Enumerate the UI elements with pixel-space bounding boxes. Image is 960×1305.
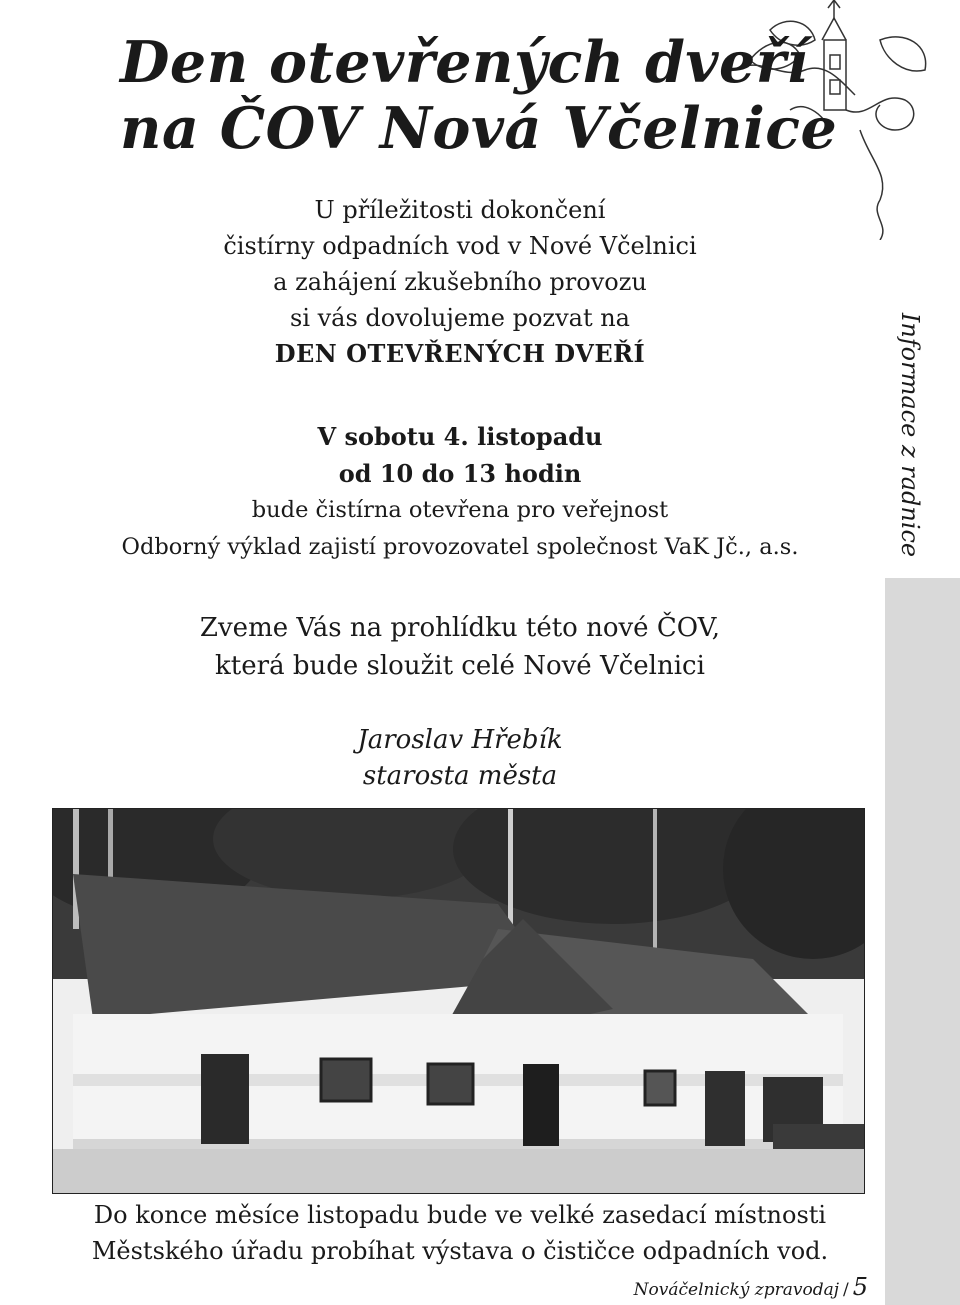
footer-separator: /	[842, 1280, 849, 1300]
event-details	[40, 418, 880, 566]
note-line-1: Do konce měsíce listopadu bude ve velké zasedací místnosti	[93, 1201, 827, 1229]
invitation-line-1: U příležitosti dokončení	[314, 196, 606, 224]
signature-block	[40, 722, 880, 794]
sidebar-gray-band	[885, 578, 960, 1305]
event-guide-text: Odborný výklad zajistí provozovatel společnost VaK Jč., a.s.	[121, 534, 799, 560]
welcome-paragraph	[40, 609, 880, 685]
magazine-name: Nováčelnický zpravodaj	[633, 1280, 839, 1300]
invitation-line-3: a zahájení zkušebního provozu	[273, 268, 647, 296]
welcome-line-2: která bude sloužit celé Nové Včelnici	[215, 651, 705, 681]
event-time: od 10 do 13 hodin	[338, 459, 582, 488]
invitation-event-name: DEN OTEVŘENÝCH DVEŘÍ	[274, 339, 646, 368]
note-line-2: Městského úřadu probíhat výstava o čističce odpadních vod.	[91, 1237, 829, 1265]
title-line-2: na ČOV Nová Včelnice	[120, 95, 838, 162]
welcome-line-1: Zveme Vás na prohlídku této nové ČOV,	[199, 613, 721, 643]
signature-name: Jaroslav Hřebík	[357, 725, 563, 755]
invitation-line-4: si vás dovolujeme pozvat na	[290, 304, 630, 332]
title-line-1: Den otevřených dveří	[120, 29, 809, 96]
event-date: V sobotu 4. listopadu	[317, 422, 603, 451]
event-open-text: bude čistírna otevřena pro veřejnost	[251, 497, 669, 523]
page-number: 5	[852, 1273, 868, 1301]
signature-role: starosta města	[362, 761, 558, 791]
invitation-line-2: čistírny odpadních vod v Nové Včelnici	[223, 232, 697, 260]
invitation-paragraph	[40, 192, 880, 372]
exhibition-note	[40, 1197, 880, 1269]
page-footer	[634, 1273, 868, 1301]
page-title	[120, 29, 838, 162]
building-photo	[52, 808, 865, 1194]
sidebar-section-label	[880, 300, 940, 570]
sidebar-label-text: Informace z radnice	[896, 312, 924, 558]
